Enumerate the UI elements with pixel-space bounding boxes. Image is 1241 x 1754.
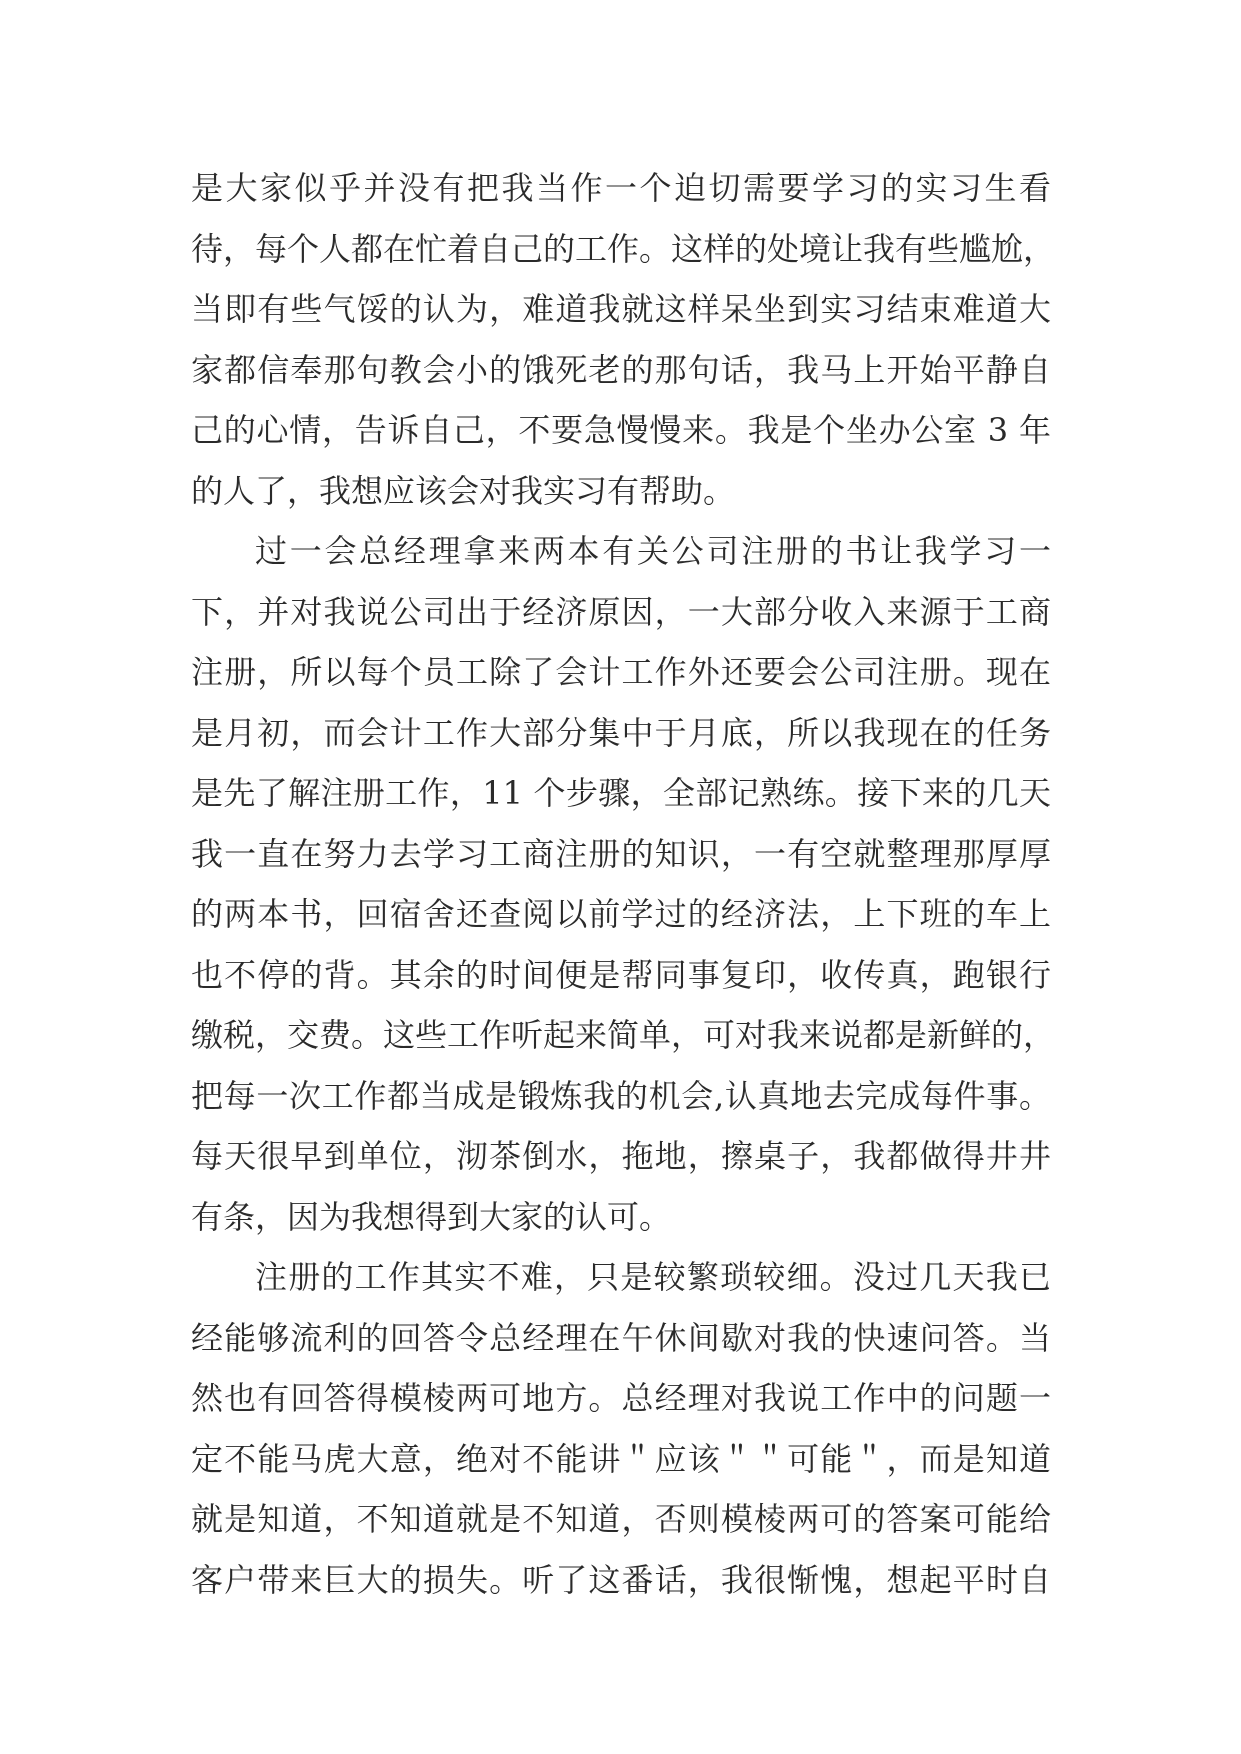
text-line: 客户带来巨大的损失。听了这番话，我很惭愧，想起平时自 (191, 1560, 1051, 1599)
text-line: 就是知道，不知道就是不知道，否则模棱两可的答案可能给 (191, 1500, 1051, 1538)
text-line: 是大家似乎并没有把我当作一个迫切需要学习的实习生看 (191, 169, 1051, 207)
paragraph-start-line: 注册的工作其实不难，只是较繁琐较细。没过几天我已 (255, 1258, 1051, 1296)
text-line: 当即有些气馁的认为，难道我就这样呆坐到实习结束难道大 (191, 290, 1051, 328)
text-line: 待，每个人都在忙着自己的工作。这样的处境让我有些尴尬， (191, 229, 1056, 268)
text-line: 的两本书，回宿舍还查阅以前学过的经济法，上下班的车上 (191, 895, 1051, 933)
text-line: 的人了，我想应该会对我实习有帮助。 (191, 471, 736, 510)
text-line: 缴税，交费。这些工作听起来简单，可对我来说都是新鲜的， (191, 1016, 1056, 1054)
text-line: 己的心情，告诉自己，不要急慢慢来。我是个坐办公室 3 年 (191, 411, 1051, 449)
text-line: 每天很早到单位，沏茶倒水，拖地，擦桌子，我都做得井井 (191, 1137, 1051, 1175)
text-line: 然也有回答得模棱两可地方。总经理对我说工作中的问题一 (191, 1379, 1051, 1417)
text-line: 是月初，而会计工作大部分集中于月底，所以我现在的任务 (191, 713, 1051, 752)
body-text (191, 158, 1056, 1610)
text-line: 定不能马虎大意，绝对不能讲＂应该＂＂可能＂，而是知道 (191, 1439, 1051, 1478)
text-line: 也不停的背。其余的时间便是帮同事复印，收传真，跑银行 (191, 955, 1051, 994)
paragraph-start-line: 过一会总经理拿来两本有关公司注册的书让我学习一 (255, 532, 1051, 570)
text-line: 把每一次工作都当成是锻炼我的机会,认真地去完成每件事。 (191, 1076, 1051, 1115)
text-line: 经能够流利的回答令总经理在午休间歇对我的快速问答。当 (191, 1318, 1051, 1357)
text-line: 注册，所以每个员工除了会计工作外还要会公司注册。现在 (191, 653, 1051, 691)
text-line: 下，并对我说公司出于经济原因，一大部分收入来源于工商 (191, 592, 1051, 631)
text-line: 家都信奉那句教会小的饿死老的那句话，我马上开始平静自 (191, 350, 1051, 389)
text-line: 我一直在努力去学习工商注册的知识，一有空就整理那厚厚 (191, 834, 1051, 873)
text-line: 有条，因为我想得到大家的认可。 (191, 1197, 672, 1236)
text-line: 是先了解注册工作，11 个步骤，全部记熟练。接下来的几天 (191, 774, 1051, 812)
